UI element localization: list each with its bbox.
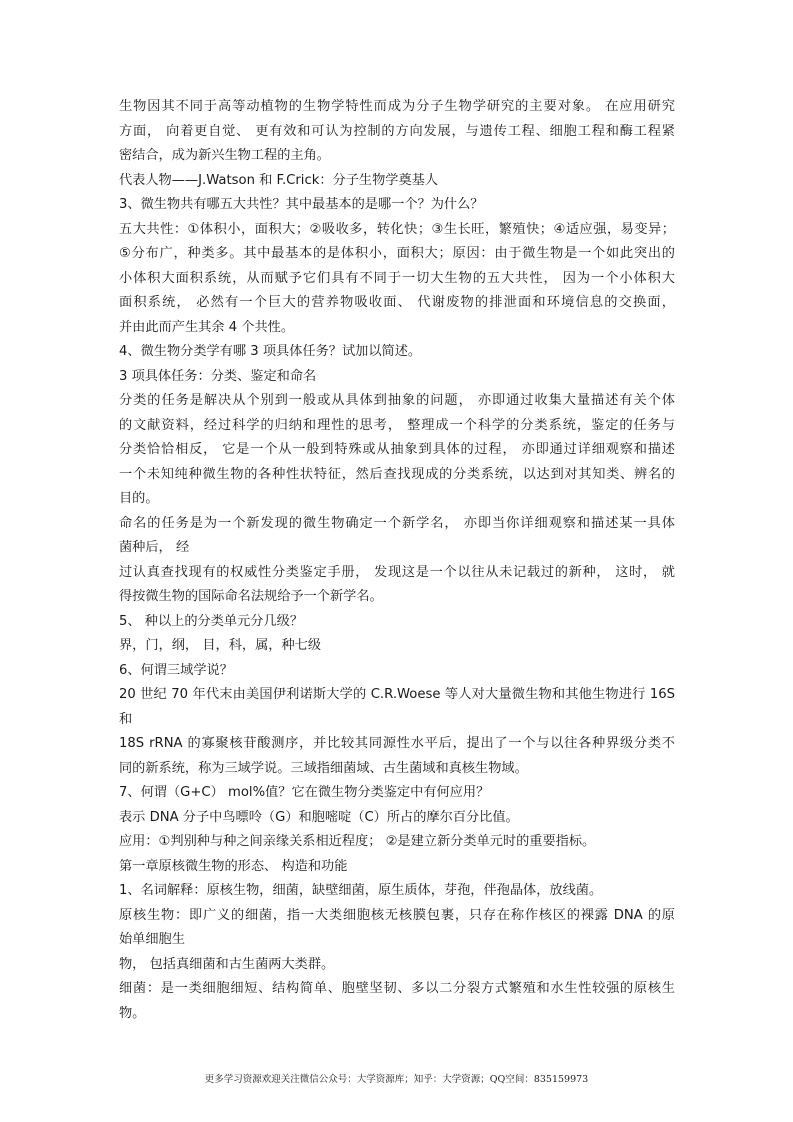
text-line: 的文献资料，经过科学的归纳和理性的思考， 整理成一个科学的分类系统，鉴定的任务与 xyxy=(119,417,675,433)
text-line: 得按微生物的国际命名法规给予一个新学名。 xyxy=(119,589,383,604)
text-line: 界，门，纲， 目，科，属，种七级 xyxy=(119,638,322,653)
text-line: 并由此而产生其余 4 个共性。 xyxy=(119,319,295,335)
text-line: 1、名词解释：原核生物，细菌，缺壁细菌，原生质体，芽孢，伴孢晶体，放线菌。 xyxy=(119,883,603,898)
text-line: 4、微生物分类学有哪 3 项具体任务？试加以简述。 xyxy=(119,344,422,359)
text-line: 表示 DNA 分子中鸟嘌呤（G）和胞嘧啶（C）所占的摩尔百分比值。 xyxy=(119,809,519,825)
text-line: 第一章原核微生物的形态、 构造和功能 xyxy=(119,858,348,874)
text-line: 6、何谓三域学说？ xyxy=(119,662,233,678)
text-line: 物， 包括真细菌和古生菌两大类群。 xyxy=(119,956,335,972)
text-line: 过认真查找现有的权威性分类鉴定手册， 发现这是一个以往从未记载过的新种， 这时， 就 xyxy=(119,564,675,580)
text-line: 3 项具体任务：分类、鉴定和命名 xyxy=(119,368,317,384)
text-line: 密结合，成为新兴生物工程的主角。 xyxy=(119,148,330,163)
text-line: 同的新系统，称为三域学说。三域指细菌域、古生菌域和真核生物域。 xyxy=(119,760,528,776)
text-line: 一个未知纯种微生物的各种性状特征，然后查找现成的分类系统，以达到对其知类、辨名的 xyxy=(119,466,675,482)
text-line: 应用：①判别种与种之间亲缘关系相近程度； ②是建立新分类单元时的重要指标。 xyxy=(119,834,596,849)
text-line: ⑤分布广，种类多。其中最基本的是体积小，面积大；原因：由于微生物是一个如此突出的 xyxy=(119,246,675,261)
text-line: 物。 xyxy=(119,1005,146,1021)
text-line: 5、 种以上的分类单元分几级？ xyxy=(119,613,304,629)
text-line: 五大共性：①体积小，面积大；②吸收多，转化快；③生长旺，繁殖快；④适应强，易变异； xyxy=(119,221,675,237)
text-line: 始单细胞生 xyxy=(119,932,185,947)
text-line: 和 xyxy=(119,711,133,727)
text-line: 方面， 向着更自觉、 更有效和可认为控制的方向发展，与遗传工程、细胞工程和酶工程紧 xyxy=(119,123,675,139)
text-line: 生物因其不同于高等动植物的生物学特性而成为分子生物学研究的主要对象。 在应用研究 xyxy=(119,99,675,114)
text-line: 面积系统， 必然有一个巨大的营养物吸收面、 代谢废物的排泄面和环境信息的交换面， xyxy=(119,295,675,310)
text-line: 20 世纪 70 年代末由美国伊利诺斯大学的 C.R.Woese 等人对大量微生物和其他生物进行 16S xyxy=(119,687,675,702)
text-line: 分类恰恰相反， 它是一个从一般到特殊或从抽象到具体的过程， 亦即通过详细观察和描述 xyxy=(119,442,675,457)
document-body xyxy=(119,95,675,1026)
text-line: 细菌：是一类细胞细短、结构简单、胞壁坚韧、多以二分裂方式繁殖和水生性较强的原核生 xyxy=(119,981,675,996)
text-line: 命名的任务是为一个新发现的微生物确定一个新学名， 亦即当你详细观察和描述某一具体 xyxy=(119,515,675,531)
text-line: 分类的任务是解决从个别到一般或从具体到抽象的问题， 亦即通过收集大量描述有关个体 xyxy=(119,393,675,408)
page-footer: 更多学习资源欢迎关注微信公众号：大学资源库；知乎：大学资源；QQ空间：835159973 xyxy=(204,1074,589,1085)
text-line: 小体积大面积系统，从而赋予它们具有不同于一切大生物的五大共性， 因为一个小体积大 xyxy=(119,270,675,286)
text-line: 7、何谓（G+C） mol%值？它在微生物分类鉴定中有何应用？ xyxy=(119,785,490,800)
text-line: 代表人物——J.Watson 和 F.Crick：分子生物学奠基人 xyxy=(119,172,439,188)
text-line: 菌种后， 经 xyxy=(119,540,190,555)
text-line: 3、微生物共有哪五大共性？其中最基本的是哪一个？为什么？ xyxy=(119,197,484,212)
text-line: 原核生物：即广义的细菌，指一大类细胞核无核膜包裹，只存在称作核区的裸露 DNA 的原 xyxy=(119,907,675,923)
text-line: 目的。 xyxy=(119,491,159,506)
text-line: 18S rRNA 的寡聚核苷酸测序，并比较其同源性水平后，提出了一个与以往各种界级分类不 xyxy=(119,736,675,751)
